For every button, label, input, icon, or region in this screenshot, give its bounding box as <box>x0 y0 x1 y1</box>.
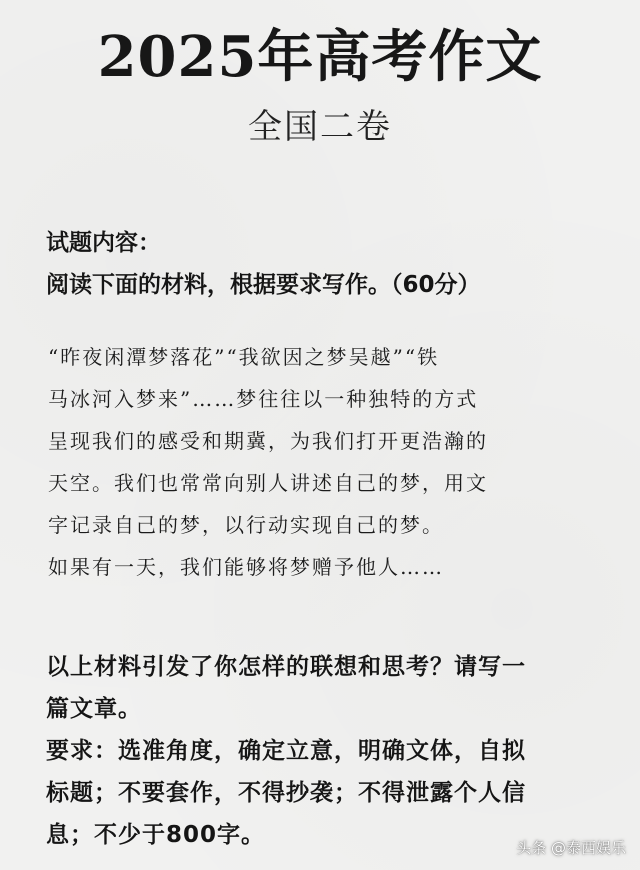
page-title: 2025年高考作文 <box>97 24 543 90</box>
writing-prompt <box>46 646 606 856</box>
material-line: “昨夜闲潭梦落花”“我欲因之梦吴越”“铁 <box>48 345 440 369</box>
material-line: 马冰河入梦来”……梦往往以一种独特的方式 <box>48 387 479 411</box>
prompt-line: 息；不少于800字。 <box>46 822 266 848</box>
writing-instruction: 阅读下面的材料，根据要求写作。（60分） <box>46 272 481 298</box>
source-watermark: 头条 @泰西娱乐 <box>516 839 626 857</box>
material-line: 如果有一天，我们能够将梦赠予他人…… <box>48 555 444 579</box>
section-heading: 试题内容： <box>46 230 161 256</box>
prompt-line: 篇文章。 <box>46 696 142 722</box>
material-line: 字记录自己的梦，以行动实现自己的梦。 <box>48 513 444 537</box>
prompt-line: 要求：选准角度，确定立意，明确文体，自拟 <box>46 738 526 764</box>
reading-material <box>48 336 588 588</box>
page-subtitle: 全国二卷 <box>248 107 392 147</box>
material-line: 呈现我们的感受和期冀，为我们打开更浩瀚的 <box>48 429 488 453</box>
prompt-line: 以上材料引发了你怎样的联想和思考？请写一 <box>46 654 526 680</box>
material-line: 天空。我们也常常向别人讲述自己的梦，用文 <box>48 471 488 495</box>
prompt-line: 标题；不要套作，不得抄袭；不得泄露个人信 <box>46 780 526 806</box>
